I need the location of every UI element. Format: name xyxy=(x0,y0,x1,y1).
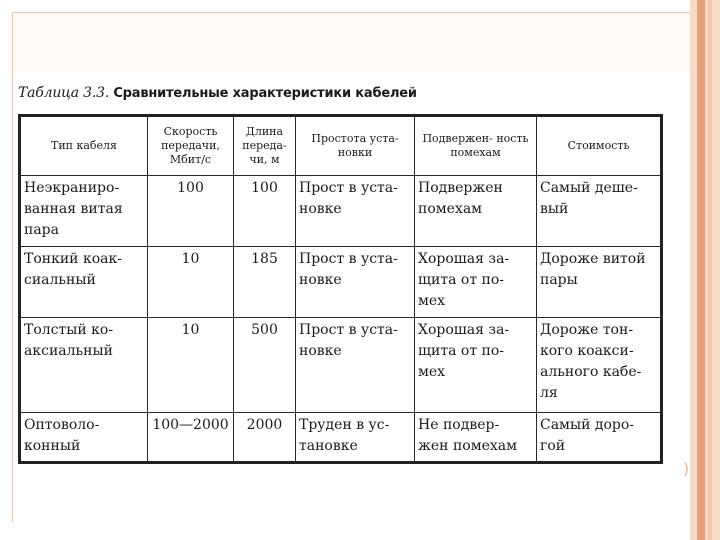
cell-interference: Хорошая за- щита от по- мех xyxy=(415,318,537,413)
cell-length: 100 xyxy=(234,176,296,247)
cell-cost: Самый доро- гой xyxy=(537,413,662,463)
caption-label: Таблица 3.3. xyxy=(18,85,110,101)
cell-interference: Подвержен помехам xyxy=(415,176,537,247)
cell-cost: Дороже витой пары xyxy=(537,247,662,318)
table-header-row xyxy=(20,116,662,176)
slide-content xyxy=(18,84,663,464)
header-installation: Простота уста- новки xyxy=(296,116,415,176)
table-row xyxy=(20,176,662,247)
cell-installation: Труден в ус- тановке xyxy=(296,413,415,463)
cell-installation: Прост в уста- новке xyxy=(296,247,415,318)
cell-installation: Прост в уста- новке xyxy=(296,318,415,413)
cable-comparison-table xyxy=(18,114,663,464)
cell-cable-type: Оптоволо- конный xyxy=(20,413,148,463)
decorative-stripe-light xyxy=(708,0,712,540)
cell-length: 2000 xyxy=(234,413,296,463)
cell-speed: 10 xyxy=(148,247,234,318)
decorative-stripe xyxy=(690,0,720,540)
cell-cost: Самый деше- вый xyxy=(537,176,662,247)
table-row xyxy=(20,413,662,463)
cell-installation: Прост в уста- новке xyxy=(296,176,415,247)
header-length: Длина переда- чи, м xyxy=(234,116,296,176)
cell-speed: 100 xyxy=(148,176,234,247)
cell-speed: 100—2000 xyxy=(148,413,234,463)
cell-interference: Не подвер- жен помехам xyxy=(415,413,537,463)
cell-cost: Дороже тон- кого коакси- ального кабе- ля xyxy=(537,318,662,413)
table-row xyxy=(20,247,662,318)
decorative-stripe-accent xyxy=(697,0,705,540)
header-cost: Стоимость xyxy=(537,116,662,176)
edge-mark: ) xyxy=(683,459,690,478)
cell-interference: Хорошая за- щита от по- мех xyxy=(415,247,537,318)
header-interference: Подвержен- ность помехам xyxy=(415,116,537,176)
cell-length: 500 xyxy=(234,318,296,413)
caption-title: Сравнительные характеристики кабелей xyxy=(113,86,417,101)
cell-speed: 10 xyxy=(148,318,234,413)
cell-cable-type: Толстый ко- аксиальный xyxy=(20,318,148,413)
header-cable-type: Тип кабеля xyxy=(20,116,148,176)
cell-cable-type: Неэкраниро- ванная витая пара xyxy=(20,176,148,247)
header-speed: Скорость передачи, Мбит/с xyxy=(148,116,234,176)
cell-length: 185 xyxy=(234,247,296,318)
table-caption xyxy=(18,84,663,106)
cell-cable-type: Тонкий коак- сиальный xyxy=(20,247,148,318)
table-row xyxy=(20,318,662,413)
